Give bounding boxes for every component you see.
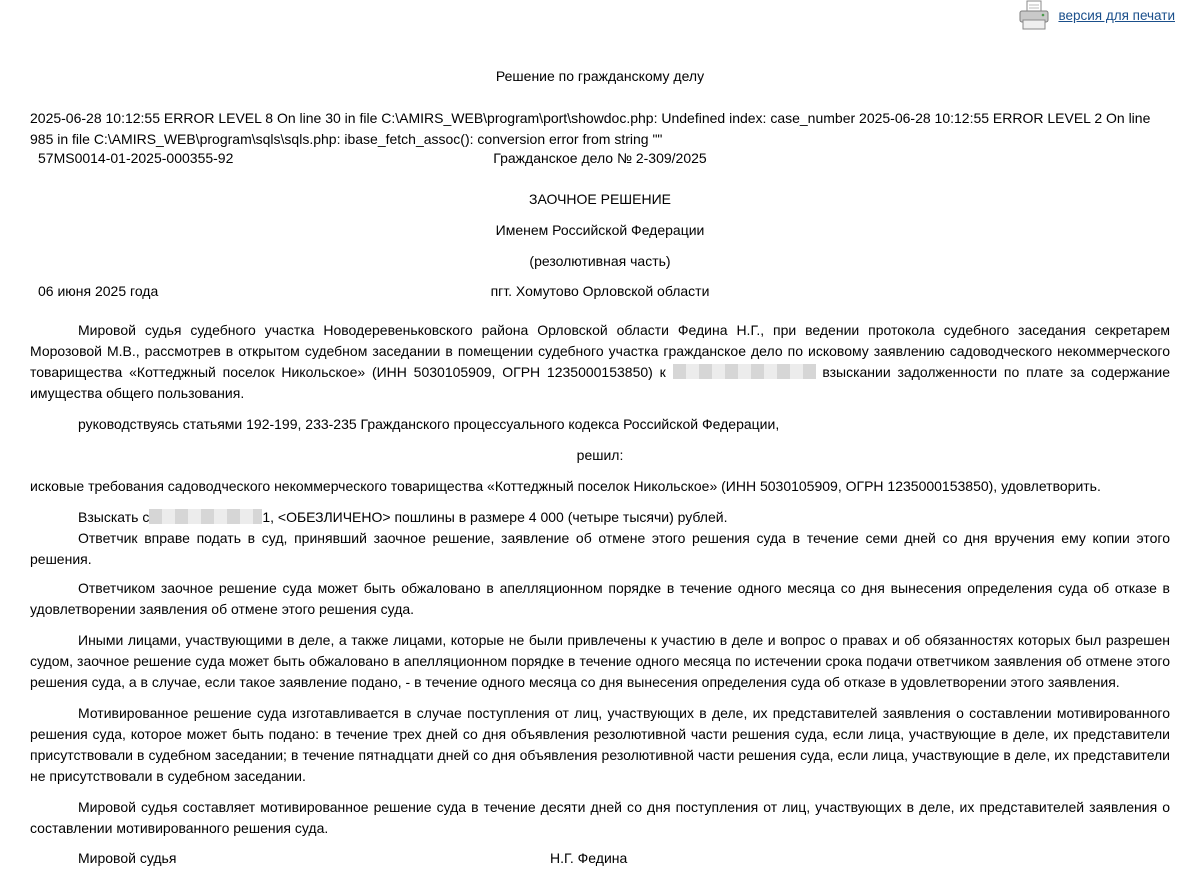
paragraph-intro-text-a: Мировой судья судебного участка Новодеревеньковского района Орловской области Федина Н.Г., при ведении протокола судебного заседания секретарем Морозовой М.В., рассмотрев в открытом судебном заседании в помещении судебного участка гражданское дело по исковому заявлению садоводческого некоммерческого товарищества «Коттеджный поселок Никольское» (ИНН 5030105909, ОГРН 1235000153850) к	[30, 322, 1170, 380]
paragraph-collect-text-b: 1, <ОБЕЗЛИЧЕНО> пошлины в размере 4 000 (четыре тысячи) рублей.	[262, 509, 728, 525]
signature-role: Мировой судья	[78, 850, 177, 866]
page-title: Решение по гражданскому делу	[495, 68, 705, 84]
decision-place: пгт. Хомутово Орловской области	[490, 283, 710, 299]
print-version-bar	[1018, 0, 1175, 30]
paragraph-intro-text-b: взыскании задолженности по плате за содержание имущества общего пользования.	[30, 364, 1171, 401]
paragraph-intro	[30, 320, 1170, 404]
paragraph-defendant-right: Ответчик вправе подать в суд, принявший заочное решение, заявление об отмене этого решения суда в течение семи дней со дня вручения ему копии этого решения.	[30, 530, 1170, 567]
print-version-link[interactable]: версия для печати	[1058, 7, 1175, 23]
paragraph-appeal-others: Иными лицами, участвующими в деле, а также лицами, которые не были привлечены к участию в деле и вопрос о правах и об обязанностях которых был разрешен судом, заочное решение суда может быть обжаловано в апелляционном порядке в течение одного месяца по истечении срока подачи ответчиком заявления об отмене этого решения суда, а в случае, если такое заявление подано, - в течение одного месяца со дня вынесения определения суда об отказе в удовлетворении этого заявления.	[30, 632, 1170, 690]
error-message: 2025-06-28 10:12:55 ERROR LEVEL 8 On line 30 in file C:\AMIRS_WEB\program\port\showdoc.php: Undefined index: case_number 2025-06-28 10:12:55 ERROR LEVEL 2 On line 985 in file C:\AMIRS_WEB\program\sqls\sqls.php: ibase_fetch_assoc(): conversion error from string ""	[30, 110, 1151, 147]
paragraph-motivated-decision: Мотивированное решение суда изготавливается в случае поступления от лиц, участвующих в деле, их представителей заявления о составлении мотивированного решения суда, которое может быть подано: в течение трех дней со дня объявления резолютивной части решения суда, если лица, участвующие в деле, их представители присутствовали в судебном заседании; в течение пятнадцати дней со дня объявления резолютивной части решения суда, если лица, участвующие в деле, их представители не присутствовали в судебном заседании.	[30, 705, 1170, 784]
decision-heading: ЗАОЧНОЕ РЕШЕНИЕ	[529, 191, 671, 207]
decision-subheading: Именем Российской Федерации	[495, 222, 705, 238]
printer-icon[interactable]	[1018, 0, 1050, 30]
case-uid: 57MS0014-01-2025-000355-92	[38, 150, 234, 166]
redacted-name	[149, 509, 262, 524]
case-number: Гражданское дело № 2-309/2025	[493, 150, 707, 166]
paragraph-judge-term: Мировой судья составляет мотивированное решение суда в течение десяти дней со дня поступления от лиц, участвующих в деле, их представителей заявления о составлении мотивированного решения суда.	[30, 799, 1170, 836]
signature-name: Н.Г. Федина	[550, 850, 628, 866]
redacted-name	[673, 364, 816, 379]
paragraph-collect	[30, 507, 1170, 528]
decision-date: 06 июня 2025 года	[38, 283, 159, 299]
paragraph-appeal-defendant: Ответчиком заочное решение суда может быть обжаловано в апелляционном порядке в течение одного месяца со дня вынесения определения суда об отказе в удовлетворении заявления об отмене этого решения суда.	[30, 580, 1170, 617]
paragraph-collect-text-a: Взыскать с	[78, 509, 150, 525]
paragraph-guided: руководствуясь статьями 192-199, 233-235 Гражданского процессуального кодекса Российской Федерации,	[78, 416, 780, 432]
decided-label: решил:	[576, 447, 624, 463]
decision-part: (резолютивная часть)	[529, 253, 671, 269]
paragraph-claims: исковые требования садоводческого некоммерческого товарищества «Коттеджный поселок Никольское» (ИНН 5030105909, ОГРН 1235000153850), удовлетворить.	[30, 478, 1101, 494]
